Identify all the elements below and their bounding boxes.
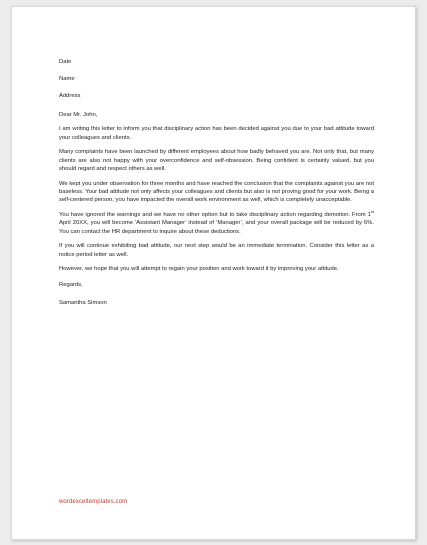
paragraph-demotion <box>59 211 374 236</box>
paragraph-hope: However, we hope that you will attempt to regain your position and work toward it by improving your attitude. <box>59 266 339 273</box>
paragraph-complaints: Many complaints have been launched by different employees about how badly behaved you are. Not only that, but many clients are also not happy with your overconfidence and self-obsession. Being confident is certainly valued, but you should regard and respect others as well. <box>59 149 374 172</box>
paragraph-termination-warning: If you will continue exhibiting bad attitude, our next step would be an immediate termination. Consider this letter as a notice period letter as well. <box>59 243 374 258</box>
document-page <box>11 6 416 540</box>
paragraph-observation: We kept you under observation for three months and have reached the conclusion that the complaints against you are not baseless. Your bad attitude not only affects your colleagues and clients but also is not proving good for your work. Being a self-centered person, you have impacted the overall work environment as well, which is completely unacceptable. <box>59 180 374 204</box>
closing: Regards, <box>59 281 83 288</box>
letter-body <box>59 58 374 308</box>
signature-name: Samantha Simson <box>59 300 107 307</box>
date-line: Date <box>59 59 72 65</box>
salutation: Dear Mr. John, <box>59 111 98 118</box>
name-line: Name <box>59 75 75 82</box>
paragraph-disciplinary-action: I am writing this letter to inform you that disciplinary action has been decided against you due to your bad attitude toward your colleagues and clients. <box>59 126 374 141</box>
footer-website-watermark: wordexceltemplates.com <box>59 499 128 505</box>
address-line: Address <box>59 92 81 99</box>
demotion-text-end: April 20XX, you will become ‘Assistant Manager’ instead of ‘Manager’, and your overall package will be reduced by 6%. You can contact the HR department to inquire about these deductions. <box>59 220 374 235</box>
date-ordinal-suffix: st <box>370 209 374 215</box>
demotion-text-start: You have ignored the warnings and we have no other option but to take disciplinary action regarding demotion. From 1 <box>59 212 371 219</box>
